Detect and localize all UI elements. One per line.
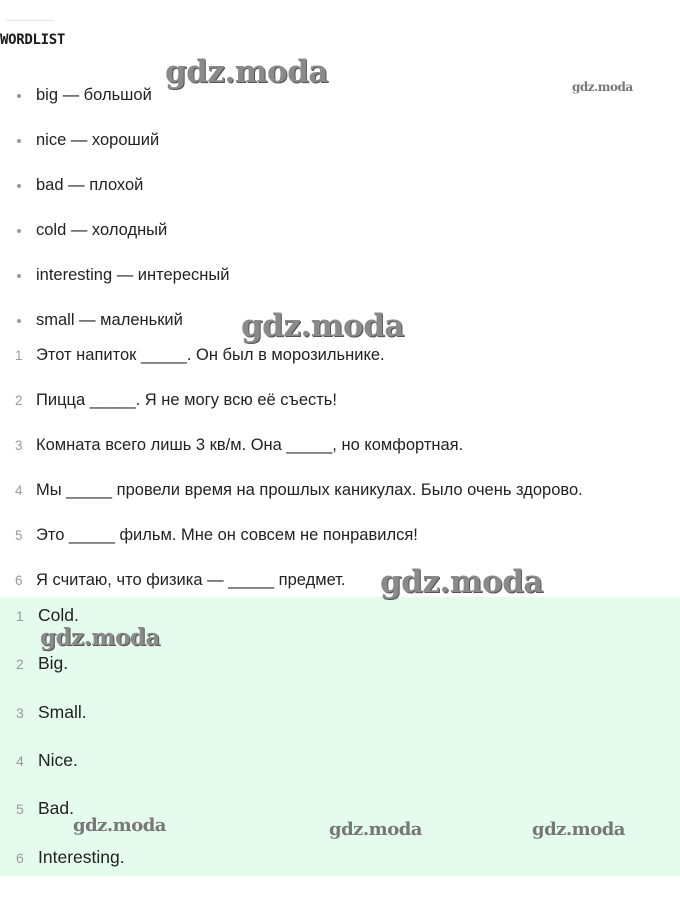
divider — [6, 20, 54, 21]
answer-number: 1 — [16, 608, 24, 624]
wordlist-heading: WORDLIST — [0, 32, 66, 48]
wordlist-entry: cold — холодный — [36, 221, 168, 239]
item-number: 3 — [15, 438, 23, 453]
watermark: gdz.moda — [40, 624, 160, 651]
item-number: 5 — [15, 528, 23, 543]
watermark: gdz.moda — [532, 819, 625, 840]
exercise-sentence: Я считаю, что физика — _____ предмет. — [36, 571, 346, 589]
bullet-icon — [17, 94, 21, 98]
wordlist-entry: big — большой — [36, 86, 152, 104]
answer-number: 5 — [16, 801, 24, 817]
answer-text: Small. — [38, 702, 87, 722]
answer-text: Cold. — [38, 605, 79, 625]
exercise-sentence: Этот напиток _____. Он был в морозильнике. — [36, 346, 385, 364]
exercise-sentence: Пицца _____. Я не могу всю её съесть! — [36, 391, 337, 409]
wordlist-entry: bad — плохой — [36, 176, 144, 194]
watermark: gdz.moda — [165, 54, 328, 90]
bullet-icon — [17, 229, 21, 233]
exercise-sentence: Мы _____ провели время на прошлых каникулах. Было очень здорово. — [36, 481, 583, 499]
bullet-icon — [17, 274, 21, 278]
watermark: gdz.moda — [241, 308, 404, 344]
answer-text: Interesting. — [38, 847, 125, 867]
wordlist-entry: small — маленький — [36, 311, 183, 329]
answer-text: Nice. — [38, 750, 78, 770]
watermark: gdz.moda — [572, 80, 633, 94]
answer-number: 3 — [16, 705, 24, 721]
bullet-icon — [17, 139, 21, 143]
answer-number: 2 — [16, 656, 24, 672]
exercise-sentence: Это _____ фильм. Мне он совсем не понравился! — [36, 526, 418, 544]
item-number: 4 — [15, 483, 23, 498]
watermark: gdz.moda — [380, 564, 543, 600]
wordlist-entry: nice — хороший — [36, 131, 160, 149]
watermark: gdz.moda — [329, 819, 422, 840]
answer-number: 6 — [16, 850, 24, 866]
item-number: 1 — [15, 348, 23, 363]
item-number: 2 — [15, 393, 23, 408]
item-number: 6 — [15, 573, 23, 588]
answer-text: Bad. — [38, 798, 74, 818]
bullet-icon — [17, 184, 21, 188]
watermark: gdz.moda — [73, 815, 166, 836]
wordlist-entry: interesting — интересный — [36, 266, 230, 284]
exercise-sentence: Комната всего лишь 3 кв/м. Она _____, но комфортная. — [36, 436, 464, 454]
answer-text: Big. — [38, 653, 69, 673]
answer-number: 4 — [16, 753, 24, 769]
bullet-icon — [17, 319, 21, 323]
